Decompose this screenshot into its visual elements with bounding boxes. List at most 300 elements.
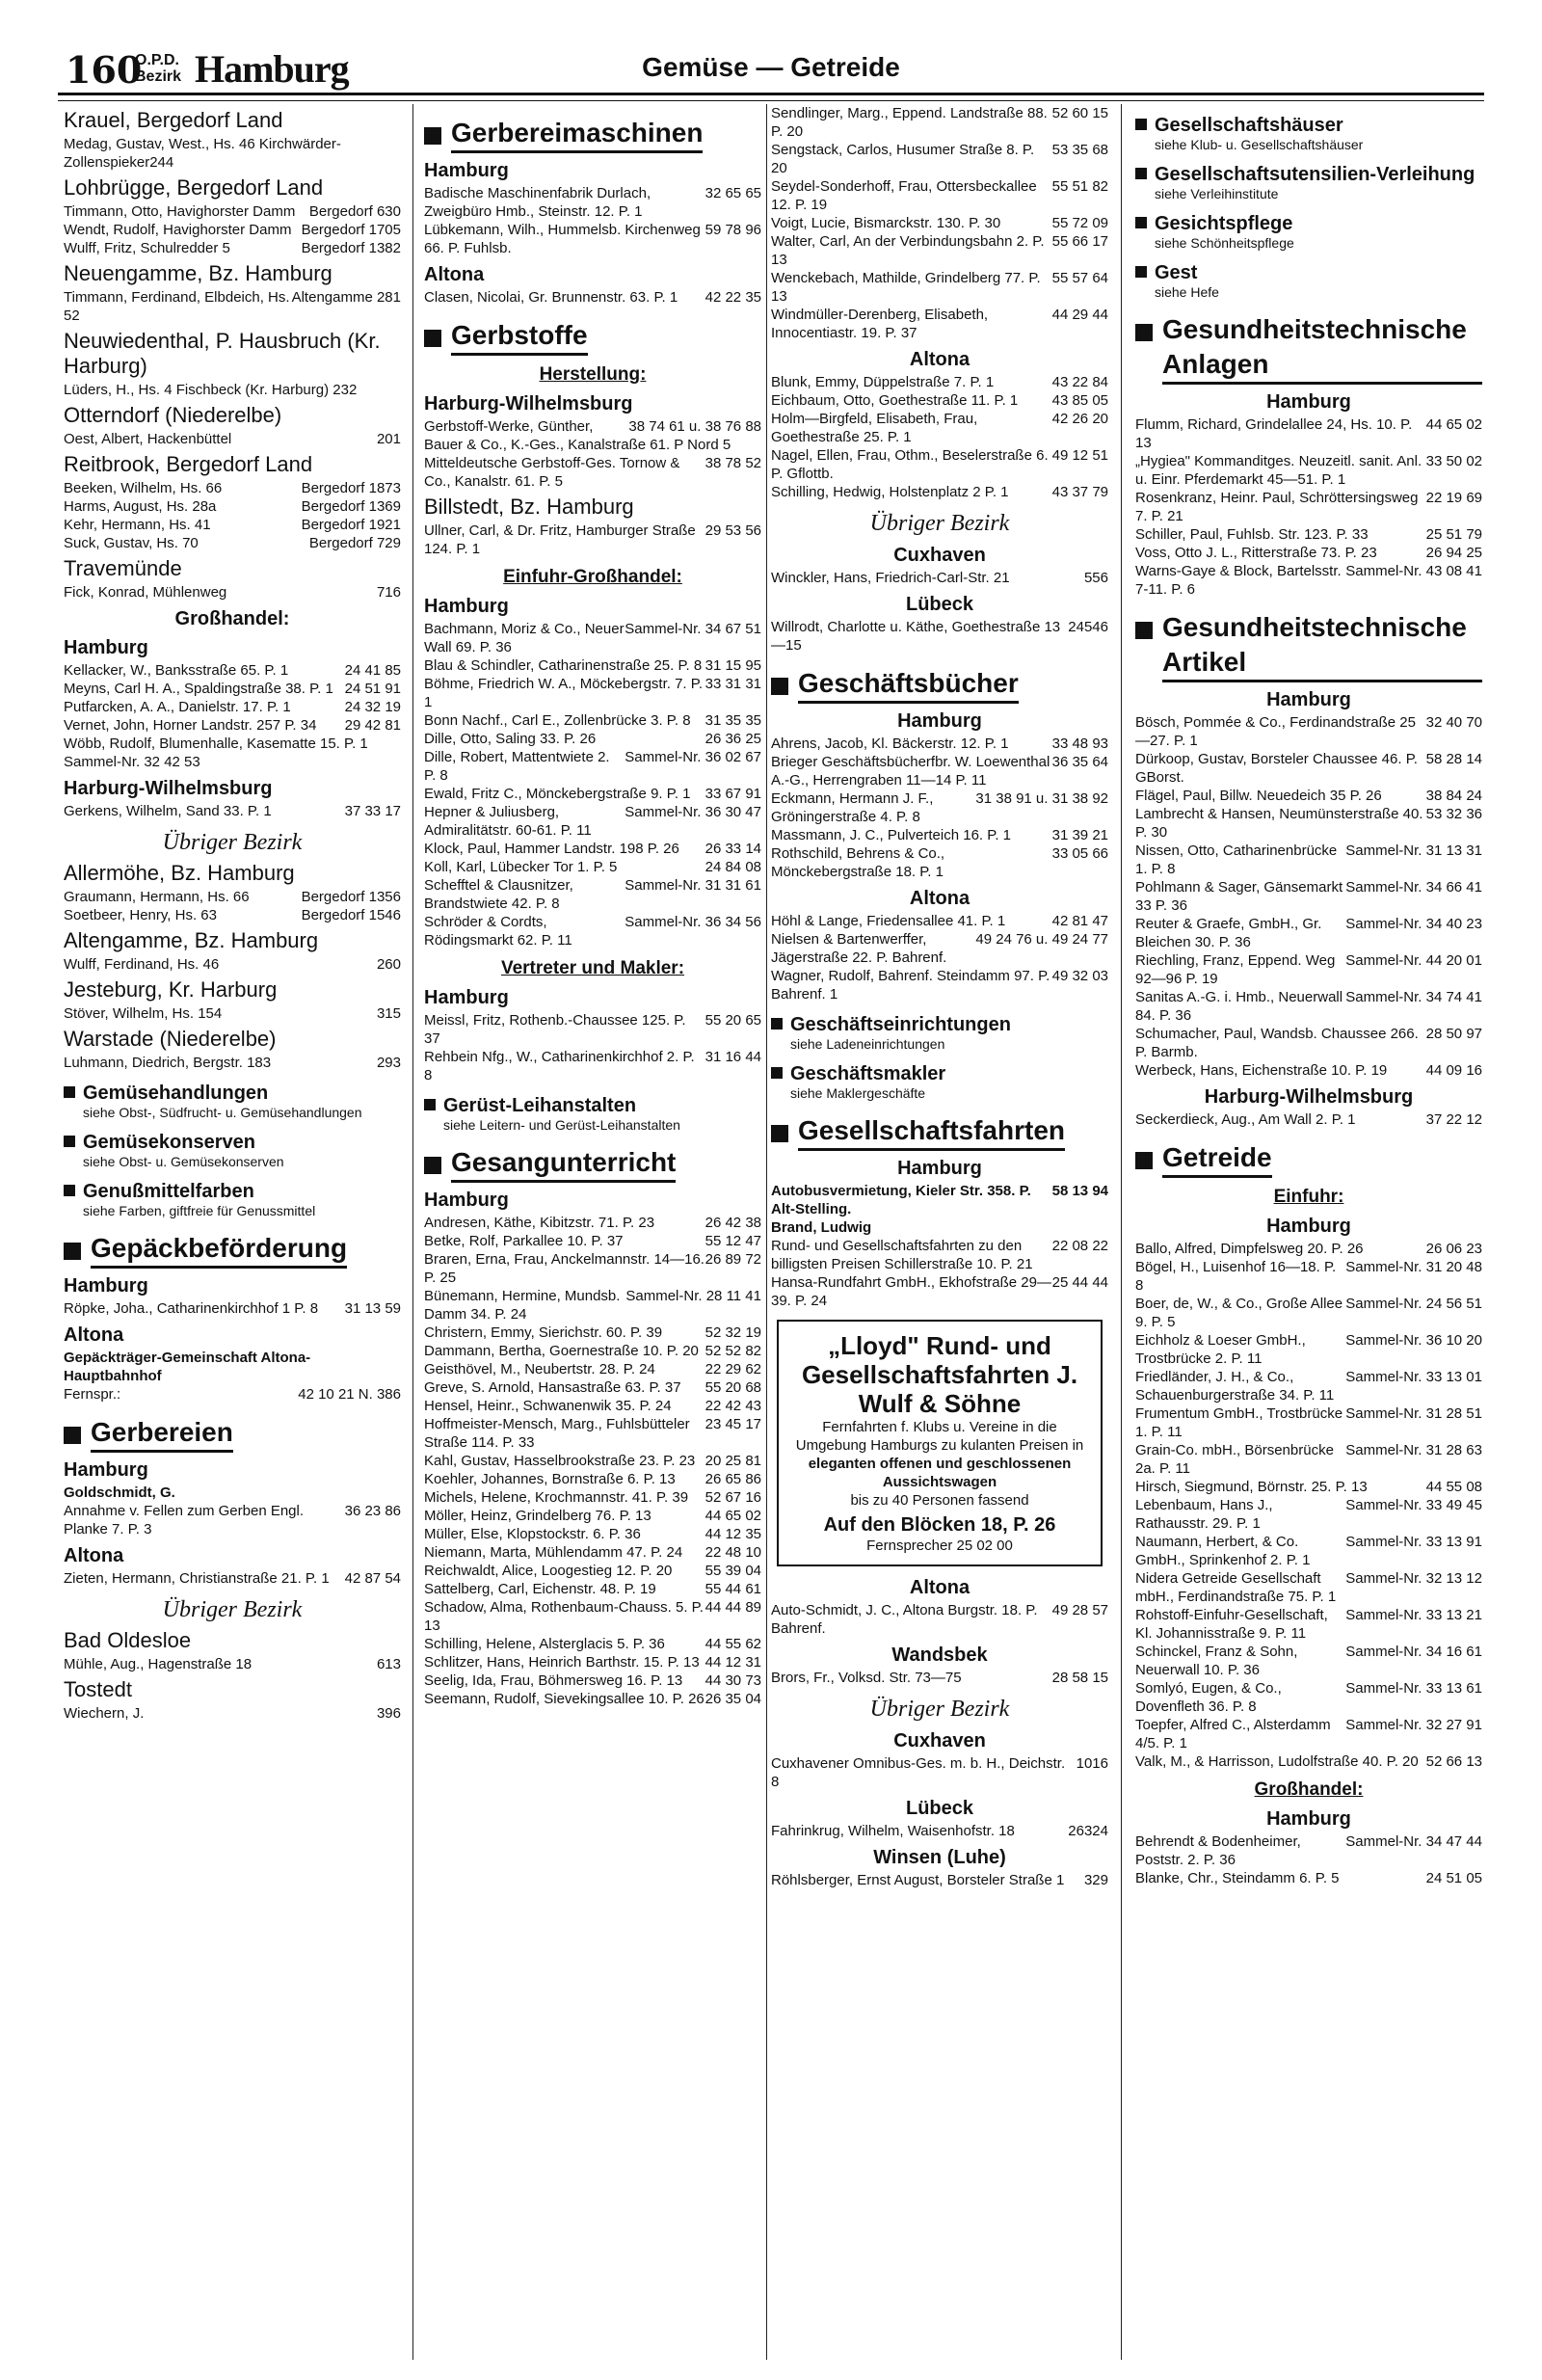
listing-entry xyxy=(424,803,761,840)
entry-text: Betke, Rolf, Parkallee 10. P. 37 xyxy=(424,1233,624,1249)
entry-text: Boer, de, W., & Co., Große Allee 9. P. 5 xyxy=(1135,1296,1343,1330)
city-subheading: Altona xyxy=(909,888,970,909)
place-heading: Travemünde xyxy=(64,556,182,580)
phone-number: 31 38 91 u. 31 38 92 xyxy=(975,790,1108,807)
phone-number: 29 42 81 xyxy=(344,717,401,734)
column-divider xyxy=(1121,104,1122,2360)
phone-number: Bergedorf 1382 xyxy=(301,240,401,256)
listing-entry xyxy=(64,1655,401,1673)
category-see-also: siehe Schönheitspflege xyxy=(1155,235,1294,251)
phone-number: 49 24 76 u. 49 24 77 xyxy=(975,931,1108,948)
listing-entry xyxy=(1135,1716,1482,1752)
listing-entry xyxy=(424,1580,761,1598)
phone-number: 55 12 47 xyxy=(705,1233,761,1249)
phone-number: 31 35 35 xyxy=(705,712,761,729)
phone-number: 260 xyxy=(376,956,401,973)
entry-text: Pohlmann & Sager, Gänsemarkt 33 P. 36 xyxy=(1135,879,1343,914)
listing-entry xyxy=(1135,1496,1482,1533)
category-title: Geschäftseinrichtungen xyxy=(790,1014,1011,1035)
phone-number: 52 67 16 xyxy=(705,1489,761,1506)
entry-text: Willrodt, Charlotte u. Käthe, Goethestraße 13—15 xyxy=(771,619,1061,654)
listing-entry xyxy=(64,888,401,906)
entry-text: Andresen, Käthe, Kibitzstr. 71. P. 23 xyxy=(424,1215,655,1231)
phone-number: Sammel-Nr. 24 56 51 xyxy=(1345,1296,1482,1312)
listing-entry xyxy=(424,1488,761,1507)
entry-text: Blanke, Chr., Steindamm 6. P. 5 xyxy=(1135,1870,1340,1886)
listing-entry xyxy=(64,955,401,974)
place-heading: Altengamme, Bz. Hamburg xyxy=(64,928,319,952)
phone-number: 55 39 04 xyxy=(705,1563,761,1579)
category-body xyxy=(790,1062,945,1102)
phone-number: Bergedorf 1369 xyxy=(301,498,401,515)
entry-text: Sattelberg, Carl, Eichenstr. 48. P. 19 xyxy=(424,1581,656,1597)
city-subheading: Hamburg xyxy=(1266,391,1351,413)
listing-entry xyxy=(771,618,1108,655)
listing-entry xyxy=(64,497,401,516)
category-title: Gerbstoffe xyxy=(451,318,588,356)
listing-entry xyxy=(771,1754,1108,1791)
phone-number: 44 30 73 xyxy=(705,1672,761,1689)
city-subheading: Harburg-Wilhelmsburg xyxy=(64,778,273,799)
entry-text: Mitteldeutsche Gerbstoff-Ges. Tornow & Co., Kanalstr. 61. P. 5 xyxy=(424,455,680,490)
category-title: Gesundheitstechnische Anlagen xyxy=(1162,312,1482,385)
phone-number: 43 85 05 xyxy=(1051,392,1108,409)
phone-number: 613 xyxy=(376,1656,401,1672)
entry-text: Kellacker, W., Banksstraße 65. P. 1 xyxy=(64,662,289,679)
phone-number: 42 10 21 N. 386 xyxy=(298,1386,401,1403)
listing-entry xyxy=(424,1011,761,1048)
entry-text: Fick, Konrad, Mühlenweg xyxy=(64,584,227,601)
entry-text: Christern, Emmy, Sierichstr. 60. P. 39 xyxy=(424,1324,663,1341)
listing-entry xyxy=(1135,525,1482,544)
phone-number: 55 20 68 xyxy=(705,1379,761,1396)
entry-text: Bachmann, Moriz & Co., Neuer Wall 69. P. 36 xyxy=(424,621,625,655)
phone-number: Sammel-Nr. 28 11 41 xyxy=(625,1288,761,1304)
phone-number: 37 22 12 xyxy=(1425,1111,1482,1128)
phone-number: 22 29 62 xyxy=(705,1361,761,1377)
phone-number: 43 37 79 xyxy=(1051,484,1108,500)
entry-text: Blunk, Emmy, Düppelstraße 7. P. 1 xyxy=(771,374,995,390)
phone-number: 396 xyxy=(376,1705,401,1722)
category-title: Genußmittelfarben xyxy=(83,1181,254,1202)
category-heading xyxy=(771,1113,1108,1151)
listing-entry xyxy=(64,802,401,820)
phone-number: 22 48 10 xyxy=(705,1544,761,1561)
category-heading xyxy=(424,116,761,153)
entry-text: Frumentum GmbH., Trostbrücke 1. P. 11 xyxy=(1135,1405,1343,1440)
listing-entry xyxy=(424,521,761,558)
bullet-square-icon xyxy=(1135,266,1147,278)
entry-text: Beeken, Wilhelm, Hs. 66 xyxy=(64,480,223,496)
phone-number: 58 13 94 xyxy=(1051,1183,1108,1199)
entry-text: Somlyó, Eugen, & Co., Dovenfleth 36. P. 8 xyxy=(1135,1680,1282,1715)
category-body xyxy=(83,1180,315,1219)
phone-number: 42 81 47 xyxy=(1051,913,1108,929)
entry-text: Michels, Helene, Krochmannstr. 41. P. 39 xyxy=(424,1489,689,1506)
trade-subheading: Einfuhr-Großhandel: xyxy=(503,567,682,587)
city-subheading: Hamburg xyxy=(424,596,509,617)
phone-number: 52 66 13 xyxy=(1425,1753,1482,1770)
phone-number: 26 94 25 xyxy=(1425,545,1482,561)
listing-entry xyxy=(771,232,1108,269)
listing-entry xyxy=(424,858,761,876)
category-title: Getreide xyxy=(1162,1140,1272,1178)
entry-text: Möller, Heinz, Grindelberg 76. P. 13 xyxy=(424,1508,651,1524)
entry-text: Hansa-Rundfahrt GmbH., Ekhofstraße 29—39. P. 24 xyxy=(771,1274,1051,1309)
listing-entry xyxy=(771,141,1108,177)
phone-number: 24 41 85 xyxy=(344,662,401,679)
category-title: Gesellschaftsfahrten xyxy=(798,1113,1065,1151)
listing-entry xyxy=(424,1562,761,1580)
place-heading: Neuengamme, Bz. Hamburg xyxy=(64,261,332,285)
listing-entry xyxy=(424,913,761,949)
entry-text: Massmann, J. C., Pulverteich 16. P. 1 xyxy=(771,827,1012,843)
listing-entry xyxy=(1135,1606,1482,1643)
phone-number: Sammel-Nr. 34 66 41 xyxy=(1345,879,1482,896)
region-heading: Übriger Bezirk xyxy=(869,1697,1010,1722)
ad-text: eleganten offenen und geschlossenen Aussichtswagen xyxy=(808,1456,1072,1490)
city-subheading: Cuxhaven xyxy=(893,545,986,566)
category-body xyxy=(443,1094,680,1134)
listing-entry xyxy=(1135,842,1482,878)
city-subheading: Harburg-Wilhelmsburg xyxy=(424,393,633,414)
listing-entry xyxy=(64,479,401,497)
entry-text: Grain-Co. mbH., Börsenbrücke 2a. P. 11 xyxy=(1135,1442,1334,1477)
entry-text: Bonn Nachf., Carl E., Zollenbrücke 3. P. 8 xyxy=(424,712,691,729)
phone-number: Sammel-Nr. 31 28 63 xyxy=(1345,1442,1482,1458)
listing-entry xyxy=(771,1871,1108,1889)
listing-entry xyxy=(771,1182,1108,1218)
entry-text: Eichbaum, Otto, Goethestraße 11. P. 1 xyxy=(771,392,1019,409)
phone-number: Sammel-Nr. 33 49 45 xyxy=(1345,1497,1482,1513)
listing-entry xyxy=(1135,415,1482,452)
phone-number: Sammel-Nr. 31 13 31 xyxy=(1345,842,1482,859)
phone-number: 24 84 08 xyxy=(705,859,761,875)
listing-entry xyxy=(1135,1331,1482,1368)
place-heading: Reitbrook, Bergedorf Land xyxy=(64,452,313,476)
entry-text: Rosenkranz, Heinr. Paul, Schröttersingsweg 7. P. 21 xyxy=(1135,490,1419,524)
category-title: Geschäftsbücher xyxy=(798,666,1019,704)
category-title: Gesellschaftsutensilien-Verleihung xyxy=(1155,164,1476,185)
category-heading xyxy=(64,1231,401,1269)
entry-text: Eckmann, Hermann J. F., Gröningerstraße 4. P. 8 xyxy=(771,790,934,825)
entry-text: Windmüller-Derenberg, Elisabeth, Innocentiastr. 19. P. 37 xyxy=(771,307,989,341)
phone-number: 53 35 68 xyxy=(1051,142,1108,158)
city-subheading: Cuxhaven xyxy=(893,1730,986,1752)
city-subheading: Altona xyxy=(64,1545,124,1566)
place-heading: Billstedt, Bz. Hamburg xyxy=(424,495,634,519)
phone-number: 55 66 17 xyxy=(1051,233,1108,250)
entry-text: Wenckebach, Mathilde, Grindelberg 77. P. 13 xyxy=(771,270,1041,305)
entry-text: Rehbein Nfg., W., Catharinenkirchhof 2. P. 8 xyxy=(424,1049,695,1083)
phone-number: 49 28 57 xyxy=(1051,1602,1108,1618)
listing-entry xyxy=(64,239,401,257)
listing-entry xyxy=(771,306,1108,342)
phone-number: Bergedorf 1546 xyxy=(301,907,401,923)
phone-number: 1016 xyxy=(1076,1755,1108,1772)
category-heading xyxy=(424,1145,761,1183)
listing-entry xyxy=(1135,1295,1482,1331)
bullet-square-icon xyxy=(771,1067,783,1079)
phone-number: 55 57 64 xyxy=(1051,270,1108,286)
phone-number: 37 33 17 xyxy=(344,803,401,819)
phone-number: 36 23 86 xyxy=(344,1503,401,1519)
entry-text: Gerkens, Wilhelm, Sand 33. P. 1 xyxy=(64,803,272,819)
listing-entry xyxy=(424,1397,761,1415)
entry-text: Blau & Schindler, Catharinenstraße 25. P. 8 xyxy=(424,657,703,674)
bullet-square-icon xyxy=(64,1136,75,1147)
city-subheading: Großhandel: xyxy=(174,608,290,629)
category-see-also: siehe Obst-, Südfrucht- u. Gemüsehandlungen xyxy=(83,1105,362,1120)
ad-address: Auf den Blöcken 18, P. 26 xyxy=(823,1514,1056,1536)
listing-entry xyxy=(64,534,401,552)
listing-entry xyxy=(424,1543,761,1562)
phone-number: 44 55 08 xyxy=(1425,1479,1482,1495)
phone-number: Sammel-Nr. 36 34 56 xyxy=(625,914,761,930)
entry-text: Ballo, Alfred, Dimpfelsweg 20. P. 26 xyxy=(1135,1241,1364,1257)
phone-number: 44 44 89 xyxy=(705,1599,761,1616)
bullet-square-icon xyxy=(64,1086,75,1098)
phone-number: Sammel-Nr. 44 20 01 xyxy=(1345,952,1482,969)
entry-text: Bögel, H., Luisenhof 16—18. P. 8 xyxy=(1135,1259,1337,1294)
entry-text: Walter, Carl, An der Verbindungsbahn 2. P. 13 xyxy=(771,233,1045,268)
listing-entry xyxy=(64,1004,401,1023)
phone-number: 556 xyxy=(1083,570,1108,586)
listing-entry xyxy=(424,730,761,748)
entry-text: Lambrecht & Hansen, Neumünsterstraße 40. P. 30 xyxy=(1135,806,1423,841)
listing-entry xyxy=(424,1671,761,1690)
column-3 xyxy=(771,104,1108,1889)
city-title: Hamburg xyxy=(195,47,349,91)
listing-entry xyxy=(1135,1258,1482,1295)
category-heading xyxy=(64,1415,401,1453)
entry-text: Ullner, Carl, & Dr. Fritz, Hamburger Straße 124. P. 1 xyxy=(424,522,696,557)
phone-number: 26 33 14 xyxy=(705,841,761,857)
listing-entry xyxy=(424,1690,761,1708)
listing-entry xyxy=(1135,1110,1482,1129)
city-subheading: Hamburg xyxy=(897,1158,982,1179)
phone-number: 36 35 64 xyxy=(1051,754,1108,770)
entry-text: Timmann, Ferdinand, Elbdeich, Hs. 52 xyxy=(64,289,290,324)
phone-number: 33 05 66 xyxy=(1051,845,1108,862)
listing-entry xyxy=(64,1484,401,1502)
listing-entry xyxy=(424,620,761,656)
bullet-square-icon xyxy=(1135,1152,1153,1169)
phone-number: 716 xyxy=(376,584,401,601)
listing-entry xyxy=(771,1669,1108,1687)
bullet-square-icon xyxy=(1135,119,1147,130)
entry-text: Schiller, Paul, Fuhlsb. Str. 123. P. 33 xyxy=(1135,526,1369,543)
entry-text: Cuxhavener Omnibus-Ges. m. b. H., Deichstr. 8 xyxy=(771,1755,1066,1790)
entry-text: Rohstoff-Einfuhr-Gesellschaft, Kl. Johannisstraße 9. P. 11 xyxy=(1135,1607,1328,1642)
place-heading: Tostedt xyxy=(64,1677,132,1701)
page-number: 160 xyxy=(66,48,143,92)
entry-text: Seemann, Rudolf, Sievekingsallee 10. P. 26 xyxy=(424,1691,705,1707)
trade-subheading: Vertreter und Makler: xyxy=(500,958,685,978)
listing-entry xyxy=(771,1218,1108,1237)
listing-entry xyxy=(771,1601,1108,1638)
category-heading xyxy=(771,666,1108,704)
listing-entry xyxy=(1135,1368,1482,1404)
opd-label: O.P.D. Bezirk xyxy=(135,52,182,85)
phone-number: 42 87 54 xyxy=(344,1570,401,1587)
bullet-square-icon xyxy=(64,1243,81,1260)
listing-entry xyxy=(424,1232,761,1250)
entry-text: Voigt, Lucie, Bismarckstr. 130. P. 30 xyxy=(771,215,1001,231)
city-subheading: Hamburg xyxy=(1266,689,1351,710)
entry-text: Dürkoop, Gustav, Borsteler Chaussee 46. P. GBorst. xyxy=(1135,751,1418,786)
entry-text: Auto-Schmidt, J. C., Altona Burgstr. 18. P. Bahrenf. xyxy=(771,1602,1038,1637)
listing-entry xyxy=(64,906,401,924)
listing-entry xyxy=(424,748,761,785)
phone-number: 44 12 35 xyxy=(705,1526,761,1542)
bullet-square-icon xyxy=(771,1125,788,1142)
category-reference xyxy=(1135,163,1482,202)
listing-entry xyxy=(771,753,1108,789)
city-subheading: Altona xyxy=(909,349,970,370)
listing-entry xyxy=(1135,452,1482,489)
listing-entry xyxy=(1135,1404,1482,1441)
category-title: Gest xyxy=(1155,262,1198,283)
entry-text: Reichwaldt, Alice, Loogestieg 12. P. 20 xyxy=(424,1563,673,1579)
listing-entry xyxy=(64,716,401,735)
city-subheading: Hamburg xyxy=(424,987,509,1008)
entry-text: Böhme, Friedrich W. A., Möckebergstr. 7. P. 1 xyxy=(424,676,704,710)
category-reference xyxy=(64,1082,401,1121)
listing-entry xyxy=(1135,1832,1482,1869)
entry-text: Müller, Else, Klopstockstr. 6. P. 36 xyxy=(424,1526,641,1542)
phone-number: Sammel-Nr. 33 13 01 xyxy=(1345,1369,1482,1385)
listing-entry xyxy=(1135,1752,1482,1771)
entry-text: Lübkemann, Wilh., Hummelsb. Kirchenweg 66. P. Fuhlsb. xyxy=(424,222,701,256)
phone-number: Bergedorf 1356 xyxy=(301,889,401,905)
listing-entry xyxy=(771,930,1108,967)
phone-number: Sammel-Nr. 36 02 67 xyxy=(625,749,761,765)
phone-number: 44 65 02 xyxy=(1425,416,1482,433)
entry-text: Holm—Birgfeld, Elisabeth, Frau, Goethestraße 25. P. 1 xyxy=(771,411,978,445)
entry-text: Timmann, Otto, Havighorster Damm xyxy=(64,203,296,220)
city-subheading: Hamburg xyxy=(424,1190,509,1211)
page-header xyxy=(58,46,1484,94)
listing-entry xyxy=(1135,988,1482,1025)
listing-entry xyxy=(424,840,761,858)
phone-number: 22 08 22 xyxy=(1051,1238,1108,1254)
city-subheading: Altona xyxy=(424,264,485,285)
phone-number: 44 55 62 xyxy=(705,1636,761,1652)
listing-entry xyxy=(771,569,1108,587)
listing-entry xyxy=(771,1273,1108,1310)
category-body xyxy=(83,1131,284,1170)
listing-entry xyxy=(64,1385,401,1404)
entry-text: Wagner, Rudolf, Bahrenf. Steindamm 97. P. Bahrenf. 1 xyxy=(771,968,1050,1003)
phone-number: 33 31 31 xyxy=(705,676,761,692)
phone-number: 43 22 84 xyxy=(1051,374,1108,390)
listing-entry xyxy=(1135,1533,1482,1569)
category-reference xyxy=(64,1131,401,1170)
listing-entry xyxy=(771,789,1108,826)
phone-number: 52 52 82 xyxy=(705,1343,761,1359)
phone-number: 55 72 09 xyxy=(1051,215,1108,231)
place-heading: Warstade (Niederelbe) xyxy=(64,1027,277,1051)
entry-text: Schlitzer, Hans, Heinrich Barthstr. 15. P. 13 xyxy=(424,1654,700,1671)
category-reference xyxy=(64,1180,401,1219)
listing-entry xyxy=(1135,805,1482,842)
city-subheading: Wandsbek xyxy=(891,1645,988,1666)
entry-text: Schumacher, Paul, Wandsb. Chaussee 266. P. Barmb. xyxy=(1135,1026,1419,1060)
phone-number: 25 44 44 xyxy=(1051,1274,1108,1291)
listing-entry xyxy=(424,656,761,675)
category-see-also: siehe Verleihinstitute xyxy=(1155,186,1279,201)
entry-text: Luhmann, Diedrich, Bergstr. 183 xyxy=(64,1055,272,1071)
entry-text: Klock, Paul, Hammer Landstr. 198 P. 26 xyxy=(424,841,679,857)
entry-text: Lüders, H., Hs. 4 Fischbeck (Kr. Harburg) 232 xyxy=(64,382,358,398)
listing-entry xyxy=(64,202,401,221)
entry-text: Gerbstoff-Werke, Günther, Bauer & Co., K.-Ges., Kanalstraße 61. P Nord 5 xyxy=(424,418,731,453)
listing-entry xyxy=(64,661,401,680)
listing-entry xyxy=(771,214,1108,232)
bullet-square-icon xyxy=(771,1018,783,1030)
phone-number: 33 48 93 xyxy=(1051,735,1108,752)
entry-text: Wulff, Ferdinand, Hs. 46 xyxy=(64,956,220,973)
phone-number: 29 53 56 xyxy=(705,522,761,539)
phone-number: 26 42 38 xyxy=(705,1215,761,1231)
city-subheading: Winsen (Luhe) xyxy=(873,1847,1006,1868)
entry-text: Seydel-Sonderhoff, Frau, Ottersbeckallee 12. P. 19 xyxy=(771,178,1037,213)
listing-entry xyxy=(64,1502,401,1538)
listing-entry xyxy=(771,483,1108,501)
entry-text: Wulff, Fritz, Schulredder 5 xyxy=(64,240,230,256)
category-see-also: siehe Maklergeschäfte xyxy=(790,1085,926,1101)
listing-entry xyxy=(424,1415,761,1452)
phone-number: Bergedorf 630 xyxy=(308,203,401,220)
listing-entry xyxy=(64,381,401,399)
entry-text: Ahrens, Jacob, Kl. Bäckerstr. 12. P. 1 xyxy=(771,735,1009,752)
phone-number: Sammel-Nr. 32 27 91 xyxy=(1345,1717,1482,1733)
listing-entry xyxy=(424,1452,761,1470)
city-subheading: Hamburg xyxy=(1266,1808,1351,1830)
listing-entry xyxy=(424,785,761,803)
listing-entry xyxy=(1135,1643,1482,1679)
phone-number: 24 51 91 xyxy=(344,681,401,697)
phone-number: 24 51 05 xyxy=(1425,1870,1482,1886)
entry-text: Winckler, Hans, Friedrich-Carl-Str. 21 xyxy=(771,570,1010,586)
column-2 xyxy=(424,104,761,1708)
phone-number: 55 51 82 xyxy=(1051,178,1108,195)
phone-number: Sammel-Nr. 32 13 12 xyxy=(1345,1570,1482,1587)
listing-entry xyxy=(64,1704,401,1723)
listing-entry xyxy=(64,698,401,716)
entry-text: Harms, August, Hs. 28a xyxy=(64,498,217,515)
listing-entry xyxy=(771,410,1108,446)
category-title: Gerbereimaschinen xyxy=(451,116,703,153)
phone-number: Bergedorf 729 xyxy=(308,535,401,551)
phone-number: 22 19 69 xyxy=(1425,490,1482,506)
entry-text: Braren, Erna, Frau, Anckelmannstr. 14—16. P. 25 xyxy=(424,1251,705,1286)
category-reference xyxy=(1135,212,1482,252)
phone-number: 52 60 15 xyxy=(1051,105,1108,121)
entry-text: Ewald, Fritz C., Mönckebergstraße 9. P. 1 xyxy=(424,786,691,802)
entry-text: Behrendt & Bodenheimer, Poststr. 2. P. 36 xyxy=(1135,1833,1301,1868)
entry-text: Hoffmeister-Mensch, Marg., Fuhlsbütteler Straße 114. P. 33 xyxy=(424,1416,690,1451)
phone-number: 53 32 36 xyxy=(1425,806,1482,822)
entry-text: Reuter & Graefe, GmbH., Gr. Bleichen 30. P. 36 xyxy=(1135,916,1322,950)
listing-entry xyxy=(424,1598,761,1635)
entry-text: Hensel, Heinr., Schwanenwik 35. P. 24 xyxy=(424,1398,672,1414)
entry-text: Meyns, Carl H. A., Spaldingstraße 38. P. 1 xyxy=(64,681,333,697)
listing-entry xyxy=(1135,750,1482,787)
listing-entry xyxy=(424,221,761,257)
entry-text: Stöver, Wilhelm, Hs. 154 xyxy=(64,1005,223,1022)
